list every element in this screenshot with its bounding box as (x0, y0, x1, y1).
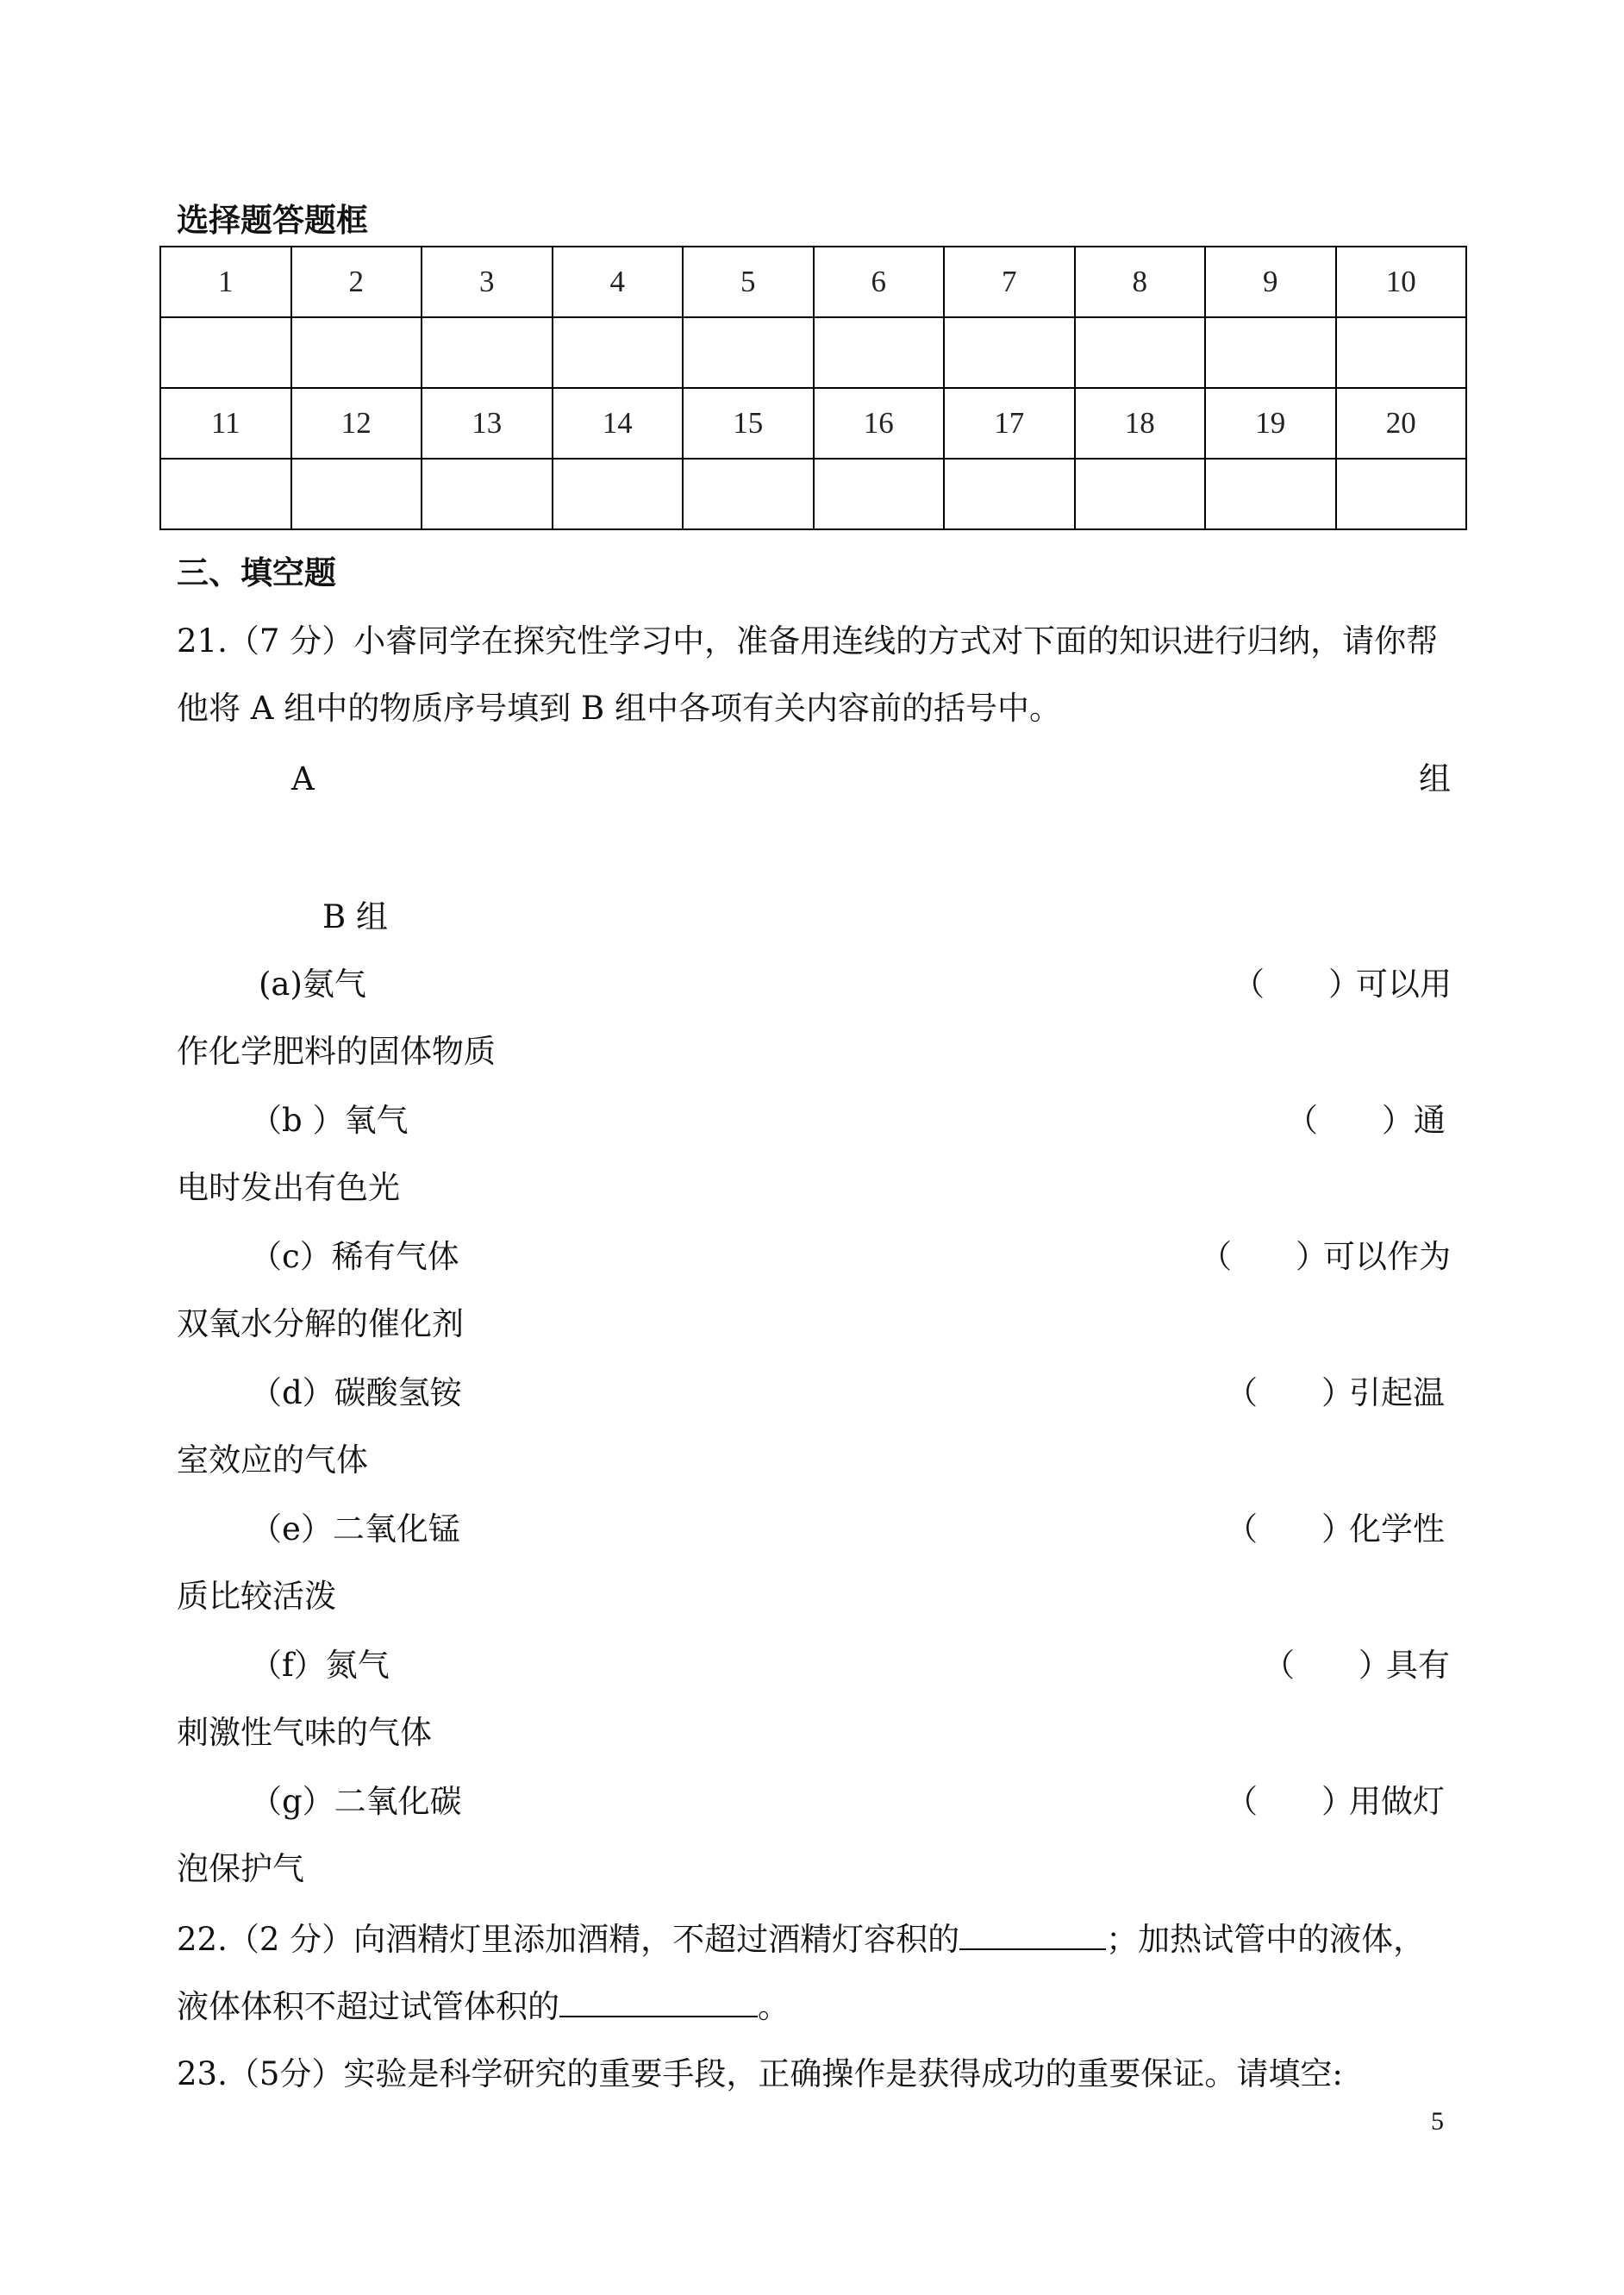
cell-number: 17 (944, 388, 1075, 459)
group-word: 组 (1419, 760, 1451, 797)
item-b-label: （b ）氧气 (250, 1102, 409, 1139)
cell-number: 3 (422, 247, 553, 317)
cell-number: 15 (683, 388, 814, 459)
q22-text-1: 22.（2 分）向酒精灯里添加酒精，不超过酒精灯容积的 (177, 1921, 960, 1958)
q22-text-2: ；加热试管中的液体， (1106, 1921, 1426, 1958)
answer-cell[interactable] (1205, 459, 1336, 529)
answer-cell[interactable] (1075, 459, 1206, 529)
answer-cell[interactable] (553, 459, 684, 529)
item-a-label: (a)氨气 (259, 966, 366, 1003)
item-g-desc-cont: 泡保护气 (177, 1850, 304, 1887)
cell-number: 16 (814, 388, 945, 459)
cell-number: 18 (1075, 388, 1206, 459)
answer-table-blank-row-1 (160, 317, 1466, 388)
cell-number: 2 (291, 247, 422, 317)
item-d-desc-cont: 室效应的气体 (177, 1441, 368, 1479)
q22-blank-2[interactable] (559, 1986, 758, 2017)
cell-number: 4 (553, 247, 684, 317)
answer-cell[interactable] (422, 317, 553, 388)
q22-line-2 (177, 1986, 790, 2026)
cell-number: 5 (683, 247, 814, 317)
item-c-label: （c）稀有气体 (250, 1238, 459, 1275)
item-c-desc-tail: 可以作为 (1323, 1238, 1451, 1275)
answer-table-number-row-2 (160, 388, 1466, 459)
q22-text-4: 。 (758, 1988, 790, 2025)
item-f-paren[interactable]: （ ） (1263, 1647, 1390, 1684)
cell-number: 8 (1075, 247, 1206, 317)
item-d-desc-tail: 引起温 (1349, 1374, 1445, 1411)
answer-cell[interactable] (683, 317, 814, 388)
cell-number: 7 (944, 247, 1075, 317)
answer-cell[interactable] (683, 459, 814, 529)
q21-line-2: 他将 A 组中的物质序号填到 B 组中各项有关内容前的括号中。 (177, 690, 1061, 727)
answer-table-number-row-1 (160, 247, 1466, 317)
group-b-label: B 组 (322, 898, 388, 935)
item-f-desc-tail: 具有 (1386, 1647, 1450, 1684)
answer-cell[interactable] (1336, 459, 1467, 529)
item-a-paren[interactable]: （ ） (1233, 966, 1360, 1003)
answer-cell[interactable] (160, 317, 291, 388)
item-d-paren[interactable]: （ ） (1226, 1374, 1353, 1411)
answer-table-blank-row-2 (160, 459, 1466, 529)
answer-cell[interactable] (1205, 317, 1336, 388)
q21-line-1: 21.（7 分）小睿同学在探究性学习中，准备用连线的方式对下面的知识进行归纳，请你帮 (177, 622, 1439, 660)
item-g-paren[interactable]: （ ） (1226, 1783, 1353, 1820)
cell-number: 13 (422, 388, 553, 459)
item-d-label: （d）碳酸氢铵 (250, 1374, 462, 1411)
page-number: 5 (1431, 2107, 1444, 2136)
group-a-label: A (291, 760, 315, 797)
answer-cell[interactable] (422, 459, 553, 529)
cell-number: 9 (1205, 247, 1336, 317)
item-e-desc-cont: 质比较活泼 (177, 1578, 336, 1615)
answer-cell[interactable] (291, 317, 422, 388)
answer-cell[interactable] (814, 459, 945, 529)
q22-blank-1[interactable] (959, 1919, 1106, 1950)
cell-number: 1 (160, 247, 291, 317)
answer-cell[interactable] (944, 459, 1075, 529)
section-heading: 三、填空题 (177, 553, 336, 591)
cell-number: 11 (160, 388, 291, 459)
item-c-paren[interactable]: （ ） (1200, 1238, 1327, 1275)
item-g-label: （g）二氧化碳 (250, 1783, 462, 1820)
item-f-desc-cont: 刺激性气味的气体 (177, 1714, 432, 1751)
answer-box-title: 选择题答题框 (177, 201, 368, 239)
item-a-desc-cont: 作化学肥料的固体物质 (177, 1033, 496, 1070)
q22-text-3: 液体体积不超过试管体积的 (177, 1988, 559, 2025)
answer-cell[interactable] (160, 459, 291, 529)
answer-table (159, 246, 1467, 530)
answer-cell[interactable] (1075, 317, 1206, 388)
item-g-desc-tail: 用做灯 (1349, 1783, 1445, 1820)
item-b-desc-cont: 电时发出有色光 (177, 1169, 400, 1206)
cell-number: 12 (291, 388, 422, 459)
item-e-desc-tail: 化学性 (1349, 1510, 1445, 1548)
item-e-label: （e）二氧化锰 (250, 1510, 460, 1548)
item-b-desc-tail: 通 (1414, 1102, 1446, 1139)
item-a-desc-tail: 可以用 (1356, 966, 1452, 1003)
item-c-desc-cont: 双氧水分解的催化剂 (177, 1305, 464, 1342)
answer-cell[interactable] (553, 317, 684, 388)
cell-number: 10 (1336, 247, 1467, 317)
cell-number: 20 (1336, 388, 1467, 459)
answer-cell[interactable] (944, 317, 1075, 388)
item-f-label: （f）氮气 (250, 1647, 390, 1684)
cell-number: 6 (814, 247, 945, 317)
item-e-paren[interactable]: （ ） (1226, 1510, 1353, 1548)
cell-number: 19 (1205, 388, 1336, 459)
answer-cell[interactable] (291, 459, 422, 529)
q22-line-1 (177, 1919, 1425, 1959)
answer-cell[interactable] (1336, 317, 1467, 388)
q23-line-1: 23.（5分）实验是科学研究的重要手段，正确操作是获得成功的重要保证。请填空: (177, 2055, 1343, 2092)
item-b-paren[interactable]: （ ） (1286, 1102, 1414, 1139)
answer-cell[interactable] (814, 317, 945, 388)
cell-number: 14 (553, 388, 684, 459)
